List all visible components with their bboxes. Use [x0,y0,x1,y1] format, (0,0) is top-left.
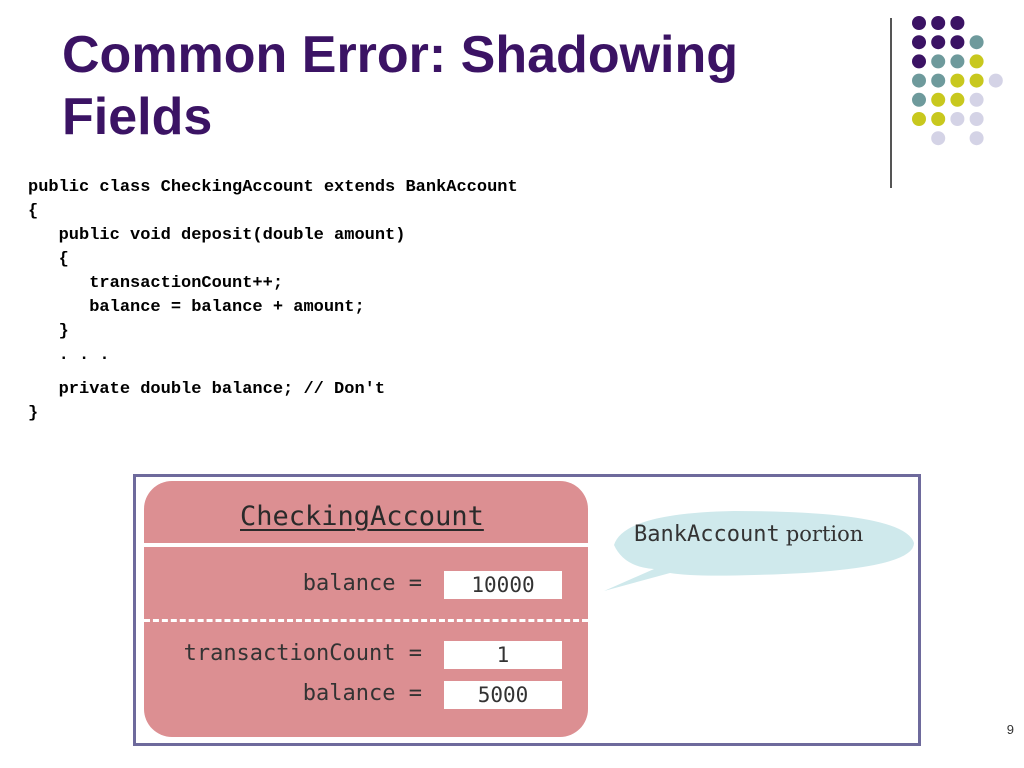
decorative-dot [950,93,964,107]
code-line: { [28,250,69,269]
code-line: . . . [28,346,110,365]
decorative-dot [912,16,926,30]
slide-title [62,24,862,148]
decorative-dot [912,35,926,49]
decorative-dot [950,54,964,68]
decorative-dot [970,35,984,49]
decorative-dot [950,112,964,126]
callout-portion-text: portion [785,522,864,546]
decorative-dot [912,74,926,88]
field-label-bankaccount-balance: balance = [302,571,422,596]
field-value-checking-balance: 5000 [444,681,562,709]
decorative-dot [970,112,984,126]
decorative-dot [931,74,945,88]
decorative-dot [950,74,964,88]
code-line: public void deposit(double amount) [28,226,406,245]
decorative-dot [950,16,964,30]
decorative-dot [970,74,984,88]
object-diagram [133,474,921,746]
code-block [28,176,518,426]
object-header [144,481,588,543]
code-line: private double balance; // Don't [28,380,386,399]
decorative-dot [912,93,926,107]
field-value-transaction-count: 1 [444,641,562,669]
decorative-dot [912,54,926,68]
decorative-dot [989,74,1003,88]
header-divider [890,18,892,188]
decorative-dot [931,16,945,30]
code-line: transactionCount++; [28,274,284,293]
decorative-dot [950,35,964,49]
code-line: public class CheckingAccount extends BankAccount [28,178,518,197]
decorative-dot [970,54,984,68]
code-line: { [28,202,39,221]
decorative-dot [912,112,926,126]
decorative-dot [931,131,945,145]
page-number: 9 [1006,722,1014,737]
decorative-dot [931,112,945,126]
decorative-dot [931,35,945,49]
field-value-bankaccount-balance: 10000 [444,571,562,599]
portion-divider [144,619,588,622]
slide-title-line-1: Common Error: Shadowing [62,26,738,84]
decorative-dot [970,131,984,145]
code-line: balance = balance + amount; [28,298,365,317]
callout-class-name: BankAccount [634,522,780,547]
field-label-transaction-count: transactionCount = [183,641,422,666]
object-title: CheckingAccount [240,501,484,532]
callout-label [634,521,863,547]
decorative-dot [931,54,945,68]
decorative-dot [970,93,984,107]
code-line: } [28,322,69,341]
code-line: } [28,404,39,423]
decorative-dot [931,93,945,107]
field-label-checking-balance: balance = [302,681,422,706]
slide-title-line-2: Fields [62,88,213,146]
